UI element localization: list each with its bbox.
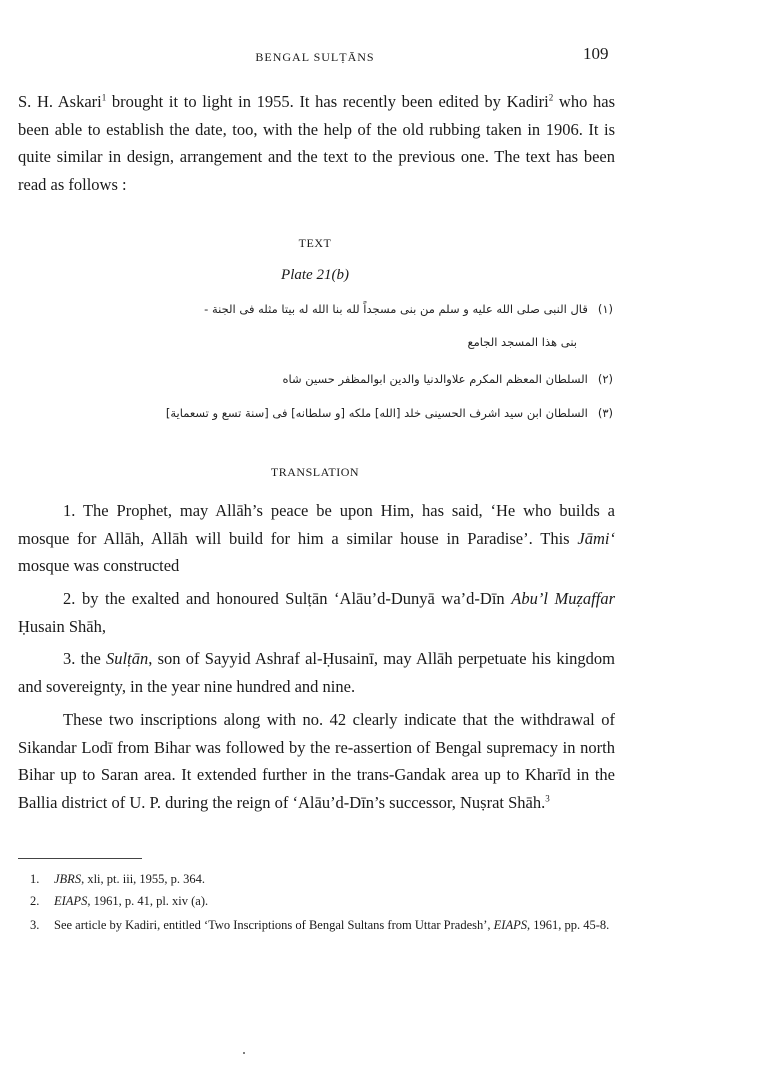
intro-text-a: S. H. Askari <box>18 92 102 111</box>
footnote-text: , 1961, pp. 45-8. <box>526 918 610 932</box>
arabic-line-text: قال النبى صلى الله عليه و سلم من بنى مسجداً لله بنا الله له بيتا مثله فى الجنة - <box>204 302 588 316</box>
footnote-number: 1. <box>30 872 40 886</box>
translation-text: 3. the <box>63 649 107 668</box>
text-heading: TEXT <box>298 236 332 250</box>
translation-item-2 <box>18 585 615 640</box>
footnote-source: EIAPS <box>54 894 88 908</box>
running-head: BENGAL SULṬĀNS <box>255 50 375 64</box>
arabic-line-2 <box>282 372 613 386</box>
footnote-ref-2: 2 <box>548 92 554 103</box>
footnote-text: , 1961, p. 41, pl. xiv (a). <box>87 894 209 908</box>
translation-item-1 <box>18 497 615 580</box>
footnote-source: JBRS <box>54 872 82 886</box>
footnote-number: 2. <box>30 894 40 908</box>
closing-text: These two inscriptions along with no. 42 clearly indicate that the withdrawal of Sikandar Lodī from Bihar was followed by the re-assertion of Bengal supremacy in north Bihar up to Saran area. It extended further in the trans-Gandak area up to Kharīd in the Ballia district of U. P. during the reign of ‘Alāu’d-Dīn’s successor, Nuṣrat Shāh. <box>18 710 615 812</box>
intro-paragraph <box>18 88 615 198</box>
translation-text: , son of Sayyid Ashraf al-Ḥusainī, may Allāh perpetuate his kingdom and sovereignty, in the year nine hundred and nine. <box>18 649 615 696</box>
footnote-number: 3. <box>30 918 40 932</box>
arabic-line-number: (۱) <box>597 302 613 316</box>
translation-italic: Abu’l Muẓaffar <box>511 589 615 608</box>
intro-text-c: who has been able to establish the date, too, with the help of the old rubbing taken in 1906. It is quite similar in design, arrangement and the text to the previous one. The text has been read as follows : <box>18 92 615 194</box>
footnote-ref-3: 3 <box>545 793 550 803</box>
footnote-2 <box>30 891 620 911</box>
intro-text-b: brought it to light in 1955. It has recently been edited by Kadiri <box>106 92 549 111</box>
arabic-line-number: (۳) <box>597 406 613 420</box>
arabic-line-number: (۲) <box>597 372 613 386</box>
arabic-line-text: بنى هذا المسجد الجامع <box>467 335 577 349</box>
page-number: 109 <box>583 44 609 63</box>
footnote-text: , xli, pt. iii, 1955, p. 364. <box>81 872 206 886</box>
arabic-line-text: السلطان المعظم المكرم علاوالدنيا والدين ابوالمظفر حسين شاه <box>282 372 588 386</box>
footnote-source: EIAPS <box>493 918 527 932</box>
footnote-text: See article by Kadiri, entitled ‘Two Inscriptions of Bengal Sultans from Uttar Pradesh’, <box>54 918 494 932</box>
translation-heading: TRANSLATION <box>270 465 360 479</box>
plate-caption: Plate 21(b) <box>281 267 349 283</box>
footnote-ref-1: 1 <box>101 92 107 103</box>
translation-text: mosque was constructed <box>18 556 180 575</box>
arabic-line-1 <box>204 302 613 316</box>
arabic-line-3 <box>166 406 613 420</box>
arabic-line-1b <box>468 335 578 349</box>
arabic-line-text: السلطان ابن سيد اشرف الحسينى خلد [الله] ملكه [و سلطانه] فى [سنة تسع و تسعماية] <box>165 406 588 420</box>
translation-italic: Jāmi‘ <box>577 528 615 548</box>
translation-text: Ḥusain Shāh, <box>18 616 106 636</box>
translation-text: 2. by the exalted and honoured Sulṭān ‘Alāu’d-Dunyā wa’d-Dīn <box>63 589 512 608</box>
translation-italic: Sulṭān <box>106 649 149 668</box>
footnote-divider <box>18 858 142 859</box>
footnote-1 <box>30 869 620 889</box>
closing-paragraph <box>18 706 615 816</box>
translation-text: 1. The Prophet, may Allāh’s peace be upon Him, has said, ‘He who builds a mosque for Allāh, Allāh will build for him a similar house in Paradise’. This <box>18 501 615 548</box>
footnote-3 <box>30 915 644 935</box>
translation-item-3 <box>18 645 615 700</box>
page-speck <box>243 1052 245 1054</box>
